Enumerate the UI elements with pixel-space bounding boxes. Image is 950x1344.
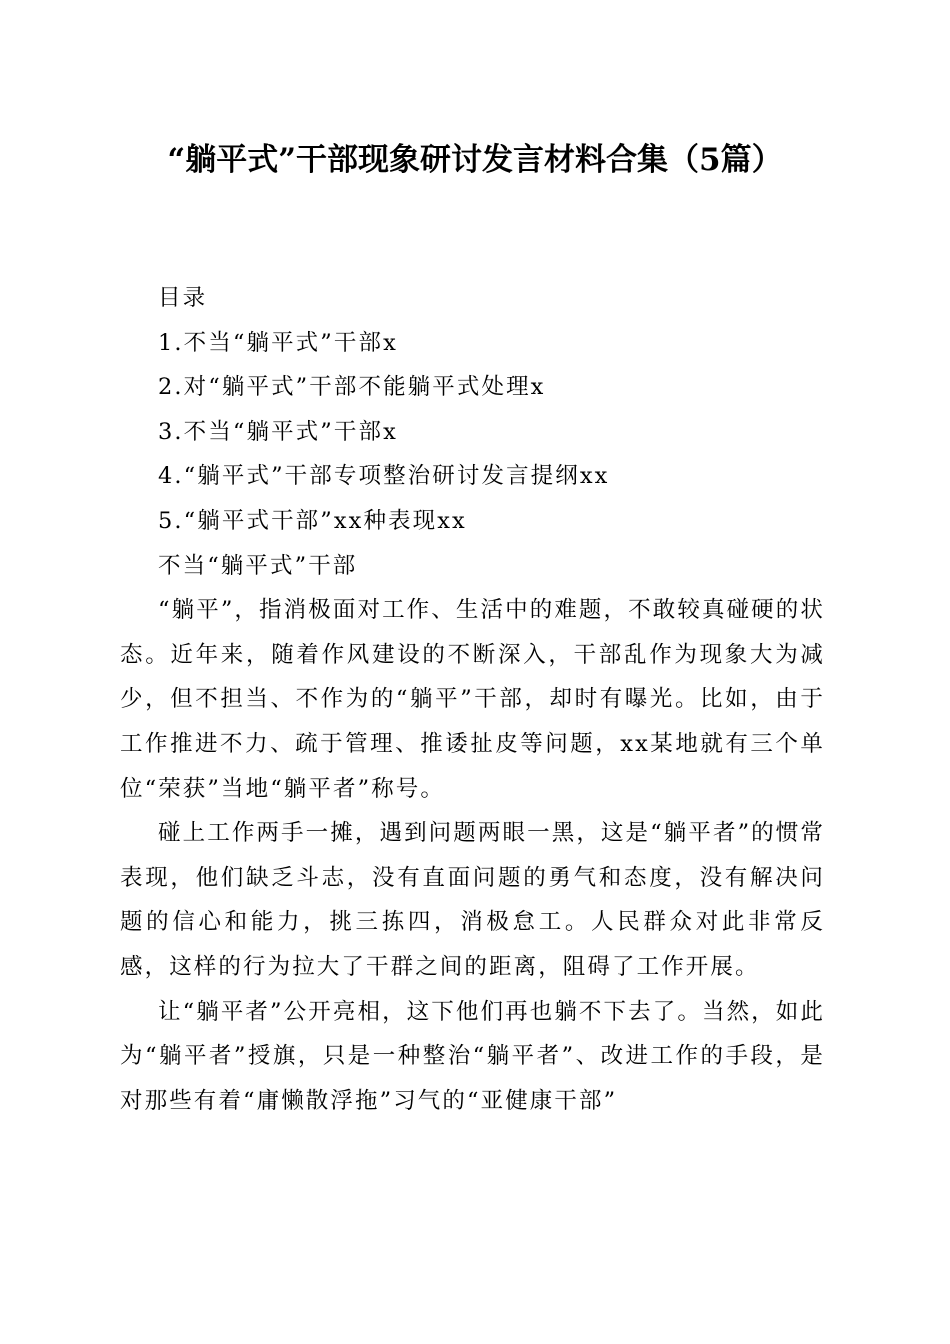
body-paragraph: “躺平”，指消极面对工作、生活中的难题，不敢较真碰硬的状态。近年来，随着作风建设的不断深入，干部乱作为现象大为减少，但不担当、不作为的“躺平”干部，却时有曝光。比如，由于工作推进不力、疏于管理、推诿扯皮等问题，xx某地就有三个单位“荣获”当地“躺平者”称号。 (120, 597, 825, 802)
toc-item: 1.不当“躺平式”干部x (158, 329, 398, 356)
toc-item: 4.“躺平式”干部专项整治研讨发言提纲xx (158, 463, 610, 490)
document-body (120, 276, 825, 1123)
section-heading: 不当“躺平式”干部 (158, 552, 358, 579)
toc-heading: 目录 (158, 285, 208, 311)
toc-item: 2.对“躺平式”干部不能躺平式处理x (158, 374, 546, 401)
document-title: “躺平式”干部现象研讨发言材料合集（5篇） (167, 142, 783, 178)
toc-item: 3.不当“躺平式”干部x (158, 418, 398, 445)
body-paragraph: 让“躺平者”公开亮相，这下他们再也躺不下去了。当然，如此为“躺平者”授旗，只是一种整治“躺平者”、改进工作的手段，是对那些有着“庸懒散浮拖”习气的“亚健康干部” (120, 998, 825, 1114)
toc-item: 5.“躺平式干部”xx种表现xx (158, 507, 467, 534)
body-paragraph: 碰上工作两手一摊，遇到问题两眼一黑，这是“躺平者”的惯常表现，他们缺乏斗志，没有直面问题的勇气和态度，没有解决问题的信心和能力，挑三拣四，消极怠工。人民群众对此非常反感，这样的行为拉大了干群之间的距离，阻碍了工作开展。 (120, 820, 825, 980)
